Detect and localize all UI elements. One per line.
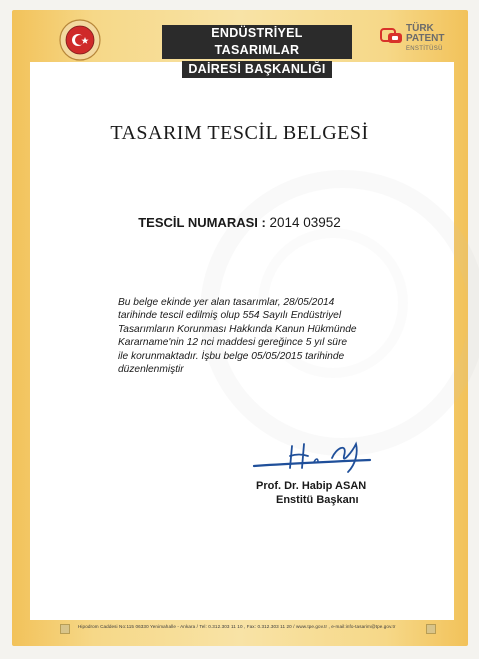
logo-brand-line-1: TÜRK (406, 23, 434, 34)
signatory-name: Prof. Dr. Habip ASAN (256, 480, 367, 492)
turk-patent-logo (380, 24, 462, 60)
body-line: Bu belge ekinde yer alan tasarımlar, 28/05/2014 (118, 297, 335, 308)
handwritten-signature (252, 438, 376, 476)
footer-emblem-icon (60, 624, 70, 634)
body-line: tarihinde tescil edilmiş olup 554 Sayılı Endüstriyel (118, 310, 342, 322)
registration-number (0, 215, 479, 230)
body-line: düzenlenmiştir (118, 364, 184, 376)
certificate-header (12, 10, 468, 76)
body-line: ile korunmaktadır. İşbu belge 05/05/2015 tarihinde (118, 350, 345, 362)
logo-brand-line-2: PATENT (406, 33, 445, 44)
body-line: Tasarımların Korunması Hakkında Kanun Hükmünde (118, 323, 357, 335)
footer-emblem-icon (426, 624, 436, 634)
footer-address: Hipodrom Caddesi No:115 06330 Yenimahalle - Ankara / Tel: 0.312.303 11 10 , Fax: 0.312.303 11 20 / www.tpe.gov.tr , e-mail:info-tasarim@tpe.gov.tr (78, 624, 396, 629)
turk-patent-logo-mark-icon (380, 26, 404, 46)
body-line: Kararname'nin 12 nci maddesi gereğince 5 yıl süre (118, 337, 348, 349)
certificate-body (118, 296, 380, 376)
signatory-title: Enstitü Başkanı (276, 494, 359, 506)
turk-patent-logo-text (406, 24, 445, 54)
organization-title (162, 24, 352, 79)
logo-brand-line-3: ENSTİTÜSÜ (406, 46, 443, 52)
certificate-footer (12, 620, 468, 640)
seal-icon (58, 18, 102, 62)
org-title-line-1: ENDÜSTRİYEL TASARIMLAR (162, 25, 352, 59)
document-title: TASARIM TESCİL BELGESİ (110, 122, 369, 144)
org-title-line-2: DAİRESİ BAŞKANLIĞI (182, 61, 331, 78)
registration-value: 2014 03952 (269, 215, 341, 230)
registration-label: TESCİL NUMARASI : (138, 215, 266, 230)
